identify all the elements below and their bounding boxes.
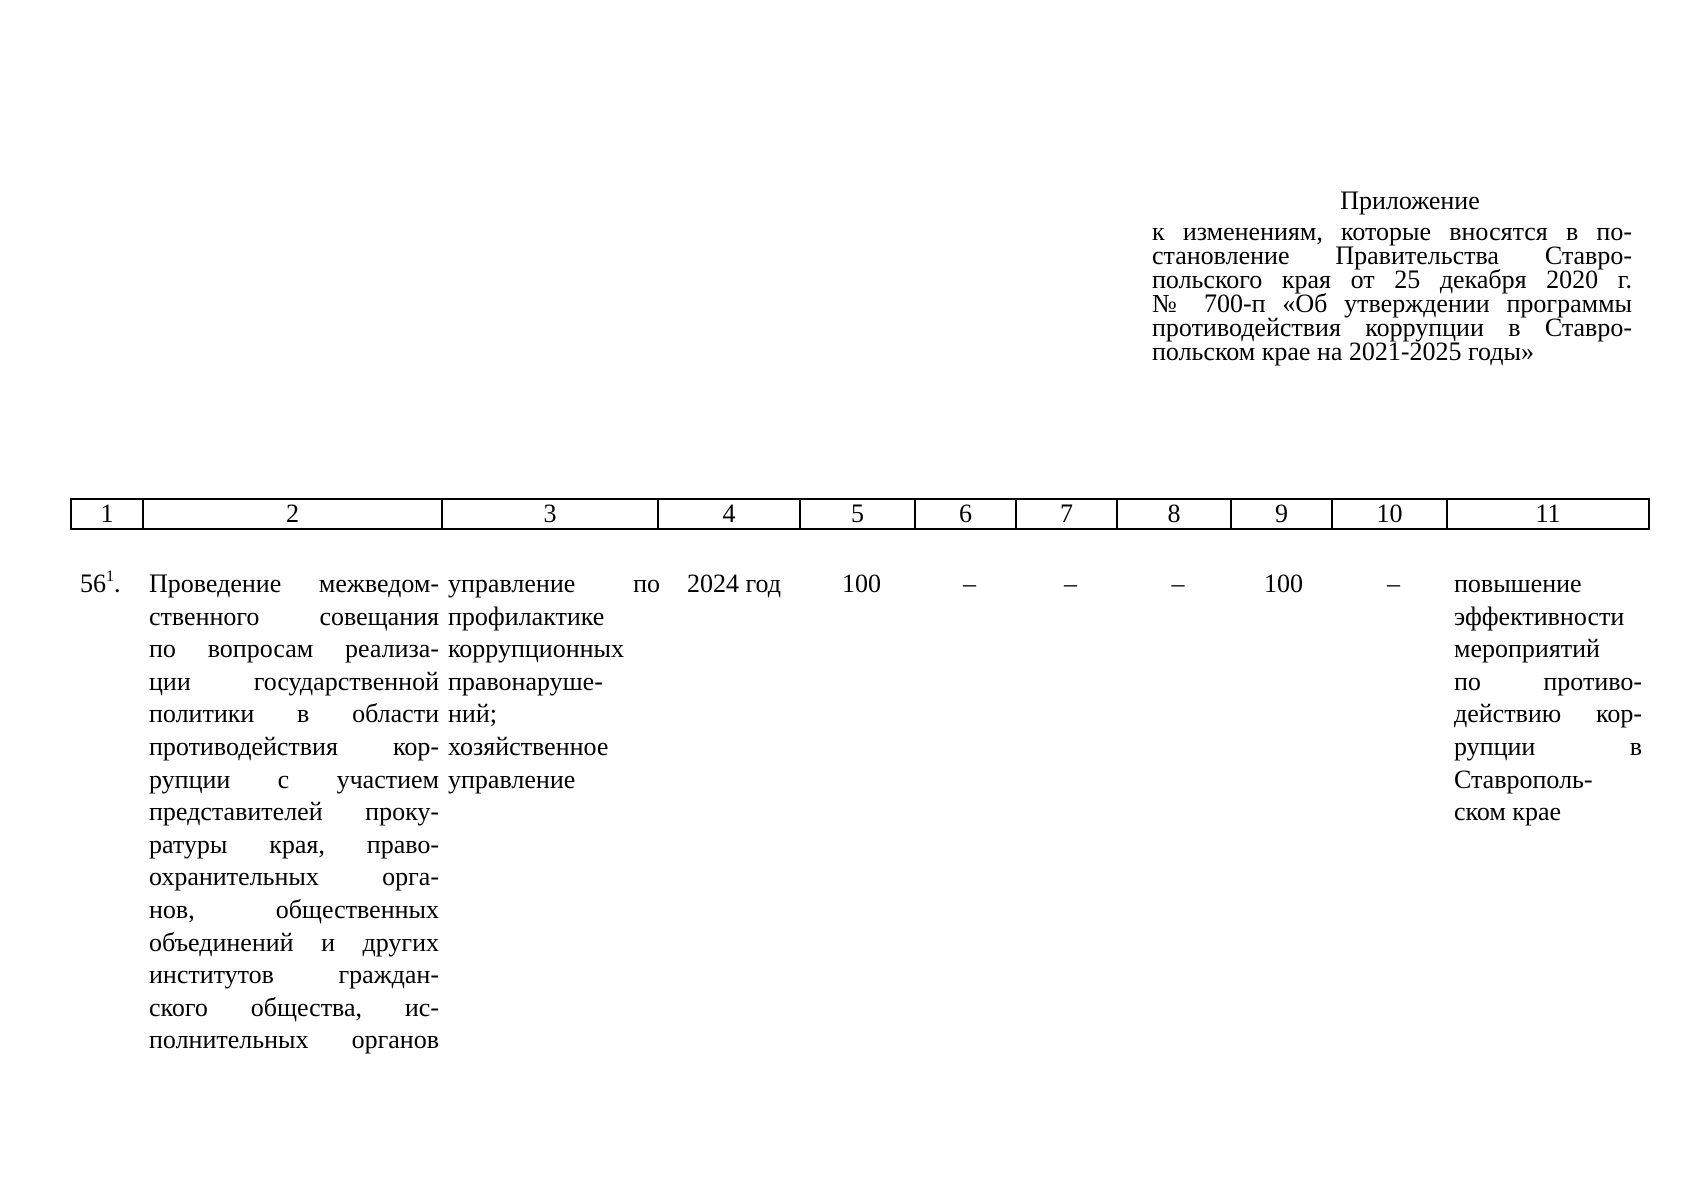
measure-line: ского общества, ис- [149,992,439,1022]
appendix-line: польском крае на 2021-2025 годы» [1152,337,1535,366]
measure-cell [149,568,439,1057]
appendix-line: противодействия коррупции в Ставро- [1152,313,1632,342]
measure-line: институтов граждан- [149,960,439,990]
result-line: рупции в [1454,731,1642,761]
row-number-suffix: . [114,569,121,598]
measure-line: ратуры края, право- [149,829,439,859]
column-number: 10 [1332,499,1447,529]
column-number: 9 [1231,499,1332,529]
executor-line: профилактике [448,601,605,631]
measure-line: нов, общественных [149,894,439,924]
measure-line: объединений и других [149,927,439,957]
column-number: 5 [800,499,915,529]
measure-line: представителей проку- [149,797,439,827]
appendix-title: Приложение [1340,186,1480,215]
col9-value: 100 [1264,569,1303,598]
measure-line: противодействия кор- [149,731,439,761]
column-number-header [70,498,1650,530]
column-number: 4 [658,499,800,529]
measure-line: рупции с участием [149,764,439,794]
measure-line: ственного совещания [149,601,439,631]
column-number-row [71,499,1649,529]
appendix-line: польского края от 25 декабря 2020 г. [1152,265,1632,294]
executor-line: управление [448,764,576,794]
column-number: 8 [1117,499,1231,529]
result-line: Ставрополь- [1454,764,1593,794]
executor-cell [448,568,660,796]
executor-line: правонаруше- [448,666,603,696]
result-line: эффективности [1454,601,1625,631]
col6-value: – [963,569,976,598]
col7-value: – [1064,569,1077,598]
column-number: 7 [1016,499,1117,529]
executor-line: коррупционных [448,634,625,664]
measure-line: охранительных орга- [149,862,439,892]
measure-line: ции государственной [149,666,439,696]
measure-line: полнительных органов [149,1025,439,1055]
col10-value: – [1387,569,1400,598]
appendix-line: становление Правительства Ставро- [1152,241,1632,270]
measure-line: Проведение межведом- [149,569,439,598]
measure-line: политики в области [149,699,439,729]
column-number: 2 [143,499,442,529]
result-line: мероприятий [1454,634,1600,664]
column-number: 6 [915,499,1016,529]
col8-value: – [1171,569,1185,598]
measure-line: по вопросам реализа- [149,634,439,664]
appendix-line: к изменениям, которые вносятся в по- [1152,217,1632,246]
row-number [80,568,140,601]
col5-value: 100 [842,569,881,598]
result-cell [1454,568,1642,829]
appendix-line: № 700-п «Об утверждении программы [1152,289,1632,318]
column-number: 3 [442,499,658,529]
executor-line: управление по [448,569,660,598]
row-number-value: 56 [80,569,106,598]
result-line: повышение [1454,569,1582,598]
appendix-header [1152,186,1632,364]
executor-line: хозяйственное [448,731,609,761]
result-line: по противо- [1454,666,1642,696]
result-line: ском крае [1454,797,1562,827]
period-cell: 2024 год [687,569,781,598]
result-line: действию кор- [1454,699,1642,729]
row-number-superscript: 1 [106,568,114,585]
column-number: 1 [71,499,143,529]
executor-line: ний; [448,699,497,729]
appendix-body [1152,217,1632,366]
column-number: 11 [1447,499,1649,529]
